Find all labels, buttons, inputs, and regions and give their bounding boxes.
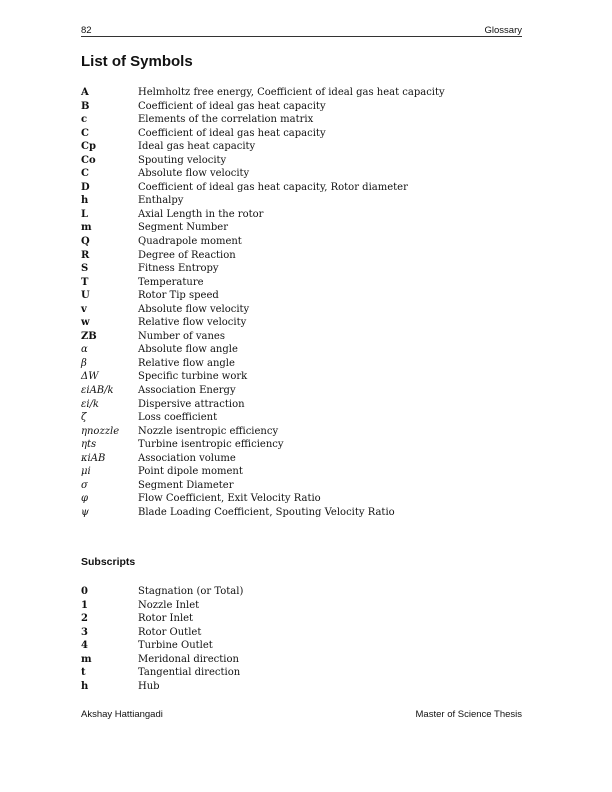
description: Coefficient of ideal gas heat capacity xyxy=(138,127,326,139)
subscript-description: Rotor Inlet xyxy=(138,613,194,625)
page-number: 82 xyxy=(81,25,92,36)
description: Ideal gas heat capacity xyxy=(138,141,256,153)
symbol: c xyxy=(81,114,88,126)
description: Turbine isentropic efficiency xyxy=(138,439,284,451)
page-footer xyxy=(81,709,522,723)
symbol: Q xyxy=(81,236,90,248)
description: Nozzle isentropic efficiency xyxy=(138,425,279,437)
description: Spouting velocity xyxy=(138,154,227,166)
description: Enthalpy xyxy=(138,195,184,207)
subscript-symbol: 0 xyxy=(81,586,88,597)
description: Absolute flow velocity xyxy=(138,303,250,315)
description: Segment Diameter xyxy=(138,479,234,491)
description: Absolute flow velocity xyxy=(138,168,250,180)
symbol: w xyxy=(81,317,90,329)
symbol: m xyxy=(81,222,92,234)
page-header xyxy=(81,22,522,37)
description: Absolute flow angle xyxy=(138,344,238,356)
subscript-description: Stagnation (or Total) xyxy=(138,586,244,597)
subscript-symbol: 2 xyxy=(81,613,88,625)
subscript-description: Hub xyxy=(138,680,160,692)
subscript-symbol: h xyxy=(81,680,89,692)
subscript-description: Rotor Outlet xyxy=(138,626,202,638)
description: Temperature xyxy=(138,276,204,288)
description: Segment Number xyxy=(138,222,228,234)
subscript-description: Turbine Outlet xyxy=(138,640,213,652)
description: Fitness Entropy xyxy=(138,263,219,275)
symbol: R xyxy=(81,249,90,261)
symbol: μi xyxy=(81,466,91,478)
symbol: κiAB xyxy=(81,452,106,464)
description: Degree of Reaction xyxy=(138,249,236,261)
symbol: α xyxy=(81,344,88,356)
symbol: ψ xyxy=(81,506,89,518)
symbol: ηnozzle xyxy=(81,425,120,437)
subscripts-heading: Subscripts xyxy=(81,556,136,568)
symbol: β xyxy=(81,357,87,369)
symbol: D xyxy=(81,181,90,193)
subscript-symbol: t xyxy=(81,667,86,679)
symbol: ZB xyxy=(81,330,97,342)
symbol: v xyxy=(81,303,87,315)
subscript-symbol: m xyxy=(81,653,92,665)
symbol: ηts xyxy=(81,439,97,451)
thesis-label: Master of Science Thesis xyxy=(415,709,522,720)
description: Flow Coefficient, Exit Velocity Ratio xyxy=(138,493,321,505)
symbol: S xyxy=(81,263,89,275)
subscript-symbol: 1 xyxy=(81,599,88,611)
symbol: εiAB/k xyxy=(81,385,114,397)
description: Relative flow angle xyxy=(138,357,235,369)
description: Helmholtz free energy, Coefficient of ideal gas heat capacity xyxy=(138,87,445,98)
symbol: L xyxy=(81,208,89,220)
description: Specific turbine work xyxy=(138,371,248,383)
page-title: List of Symbols xyxy=(81,53,193,70)
description: Number of vanes xyxy=(138,330,225,342)
subscript-description: Meridonal direction xyxy=(138,653,239,665)
symbol: C xyxy=(81,168,89,180)
symbol: Cp xyxy=(81,141,96,153)
subscript-description: Tangential direction xyxy=(138,667,241,679)
description: Axial Length in the rotor xyxy=(138,208,264,220)
description: Blade Loading Coefficient, Spouting Velocity Ratio xyxy=(138,506,395,518)
description: Association volume xyxy=(138,452,236,464)
description: Coefficient of ideal gas heat capacity, Rotor diameter xyxy=(138,181,408,193)
symbol: Co xyxy=(81,154,96,166)
description: Relative flow velocity xyxy=(138,317,247,329)
symbol: σ xyxy=(81,479,88,491)
symbol: T xyxy=(81,276,89,288)
symbol: ΔW xyxy=(81,371,99,383)
description: Rotor Tip speed xyxy=(138,290,219,302)
symbol: ζ xyxy=(81,412,87,424)
description: Coefficient of ideal gas heat capacity xyxy=(138,100,326,112)
symbol: φ xyxy=(81,493,89,505)
description: Loss coefficient xyxy=(138,412,218,424)
section-name: Glossary xyxy=(484,25,522,36)
symbol: h xyxy=(81,195,89,207)
description: Elements of the correlation matrix xyxy=(138,114,314,126)
symbol: C xyxy=(81,127,89,139)
symbol: A xyxy=(81,87,89,98)
symbol: εi/k xyxy=(81,398,99,410)
symbol: B xyxy=(81,100,90,112)
subscript-symbol: 4 xyxy=(81,640,88,652)
author-name: Akshay Hattiangadi xyxy=(81,709,163,720)
description: Dispersive attraction xyxy=(138,398,245,410)
symbol: U xyxy=(81,290,90,302)
description: Point dipole moment xyxy=(138,466,243,478)
subscript-symbol: 3 xyxy=(81,626,88,638)
description: Quadrapole moment xyxy=(138,236,242,248)
subscript-description: Nozzle Inlet xyxy=(138,599,200,611)
description: Association Energy xyxy=(138,385,236,397)
